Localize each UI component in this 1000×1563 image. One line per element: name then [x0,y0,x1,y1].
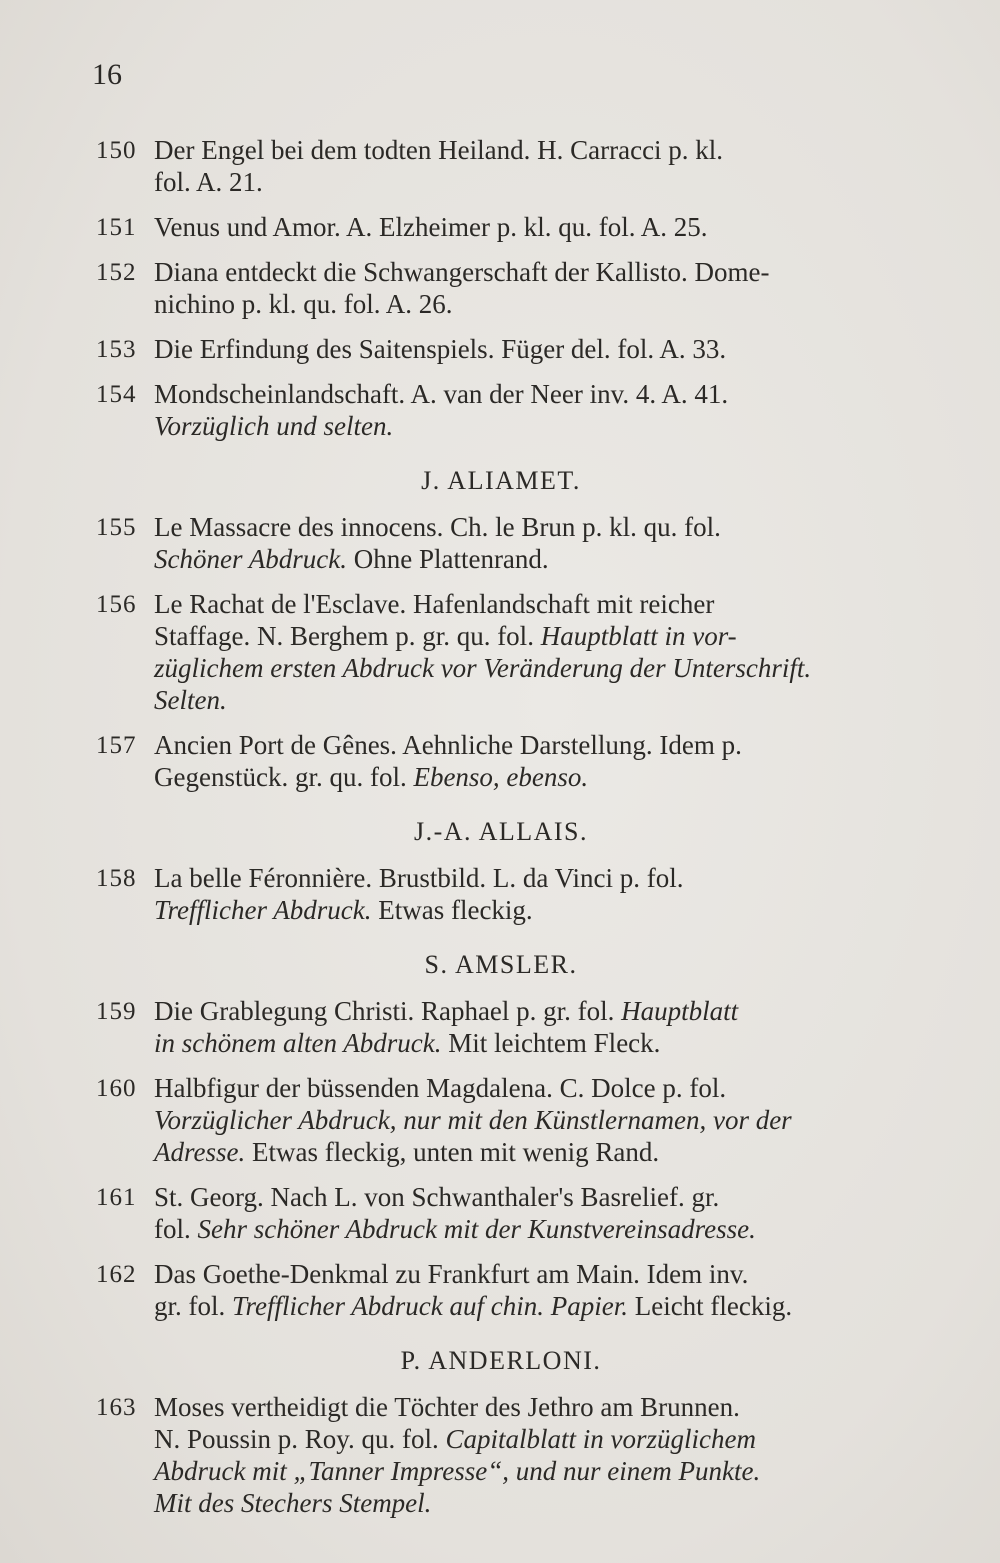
entry-text: fol. [154,1214,198,1244]
entry-text: Diana entdeckt die Schwangerschaft der Kallisto. Dome- [154,257,770,287]
entry-number: 163 [96,1394,137,1421]
entry-number: 151 [96,214,137,241]
artist-heading: J. ALIAMET. [421,466,581,495]
entry-number: 155 [96,514,137,541]
entry-number: 160 [96,1075,137,1102]
entry-line [154,894,910,926]
entry-line [154,1104,910,1136]
entry-number: 150 [96,137,137,164]
italic-note: züglichem ersten Abdruck vor Veränderung der Unterschrift. [154,653,812,683]
catalog-entry [92,1072,910,1168]
entry-line [154,1423,910,1455]
entry-text: Venus und Amor. A. Elzheimer p. kl. qu. fol. A. 25. [154,212,708,242]
catalog-entry [92,1391,910,1519]
entry-number: 154 [96,381,137,408]
entry-line [154,620,910,652]
catalog-content [92,134,910,1519]
entry-line [154,761,910,793]
entry-number: 162 [96,1261,137,1288]
entry-line [154,134,910,166]
entry-line [154,166,910,198]
artist-heading: S. AMSLER. [424,950,578,979]
entry-text: Ohne Plattenrand. [346,544,549,574]
entry-text: nichino p. kl. qu. fol. A. 26. [154,289,453,319]
entry-number: 158 [96,865,137,892]
italic-note: Trefflicher Abdruck. [154,895,372,925]
catalog-entry [92,729,910,793]
entry-text: Moses vertheidigt die Töchter des Jethro am Brunnen. [154,1392,740,1422]
entry-line [154,410,910,442]
entry-number: 152 [96,259,137,286]
catalog-entry [92,256,910,320]
artist-heading: P. ANDERLONI. [400,1346,602,1375]
entry-line [154,588,910,620]
italic-note: Capitalblatt in vorzüglichem [445,1424,757,1454]
italic-note: Adresse. [154,1137,246,1167]
page-number: 16 [92,58,122,91]
entry-text: Der Engel bei dem todten Heiland. H. Carracci p. kl. [154,135,724,165]
catalog-entry [92,211,910,243]
entry-line [154,211,910,243]
entry-text: Gegenstück. gr. qu. fol. [154,762,414,792]
entry-text: Mit leichtem Fleck. [441,1028,661,1058]
entry-number: 153 [96,336,137,363]
entry-line [154,511,910,543]
entry-line [154,1027,910,1059]
entry-line [154,1136,910,1168]
catalog-entry [92,588,910,716]
italic-note: in schönem alten Abdruck. [154,1028,442,1058]
entry-text: Die Erfindung des Saitenspiels. Füger del. fol. A. 33. [154,334,727,364]
italic-note: Hauptblatt in vor- [540,621,737,651]
entry-line [154,333,910,365]
italic-note: Selten. [154,685,227,715]
italic-note: Vorzüglich und selten. [154,411,394,441]
entry-number: 161 [96,1184,137,1211]
entry-line [154,288,910,320]
italic-note: Schöner Abdruck. [154,544,347,574]
italic-note: Mit des Stechers Stempel. [154,1488,432,1518]
italic-note: Ebenso, ebenso. [413,762,589,792]
artist-heading: J.-A. ALLAIS. [413,817,589,846]
catalog-entry [92,378,910,442]
entry-text: Mondscheinlandschaft. A. van der Neer inv. 4. A. 41. [154,379,729,409]
catalog-entry [92,995,910,1059]
entry-line [154,256,910,288]
entry-text: Le Rachat de l'Esclave. Hafenlandschaft mit reicher [154,589,715,619]
entry-text: N. Poussin p. Roy. qu. fol. [154,1424,446,1454]
entry-line [154,1181,910,1213]
entry-text: Staffage. N. Berghem p. gr. qu. fol. [154,621,541,651]
entry-text: St. Georg. Nach L. von Schwanthaler's Basrelief. gr. [154,1182,720,1212]
italic-note: Trefflicher Abdruck auf chin. Papier. [232,1291,628,1321]
entry-text: Ancien Port de Gênes. Aehnliche Darstellung. Idem p. [154,730,742,760]
entry-number: 156 [96,591,137,618]
entry-text: gr. fol. [154,1291,232,1321]
catalog-entry [92,134,910,198]
italic-note: Sehr schöner Abdruck mit der Kunstvereinsadresse. [197,1214,756,1244]
entry-line [154,995,910,1027]
italic-note: Vorzüglicher Abdruck, nur mit den Künstlernamen, vor der [154,1105,792,1135]
entry-line [154,1487,910,1519]
entry-text: Etwas fleckig. [371,895,533,925]
entry-line [154,1455,910,1487]
entry-text: La belle Féronnière. Brustbild. L. da Vinci p. fol. [154,863,684,893]
entry-line [154,1290,910,1322]
entry-text: Halbfigur der büssenden Magdalena. C. Dolce p. fol. [154,1073,727,1103]
entry-text: Le Massacre des innocens. Ch. le Brun p. kl. qu. fol. [154,512,721,542]
entry-line [154,378,910,410]
italic-note: Hauptblatt [621,996,739,1026]
entry-text: fol. A. 21. [154,167,263,197]
entry-text: Leicht fleckig. [627,1291,793,1321]
entry-line [154,652,910,684]
entry-line [154,1258,910,1290]
catalog-entry [92,1181,910,1245]
italic-note: Abdruck mit „Tanner Impresse“, und nur einem Punkte. [154,1456,761,1486]
catalog-entry [92,511,910,575]
entry-line [154,543,910,575]
entry-line [154,729,910,761]
entry-line [154,1072,910,1104]
catalog-entry [92,862,910,926]
entry-line [154,862,910,894]
entry-number: 157 [96,732,137,759]
entry-text: Die Grablegung Christi. Raphael p. gr. fol. [154,996,622,1026]
entry-line [154,1391,910,1423]
catalog-entry [92,1258,910,1322]
entry-number: 159 [96,998,137,1025]
catalog-entry [92,333,910,365]
entry-line [154,1213,910,1245]
entry-text: Das Goethe-Denkmal zu Frankfurt am Main. Idem inv. [154,1259,749,1289]
entry-text: Etwas fleckig, unten mit wenig Rand. [245,1137,660,1167]
entry-line [154,684,910,716]
